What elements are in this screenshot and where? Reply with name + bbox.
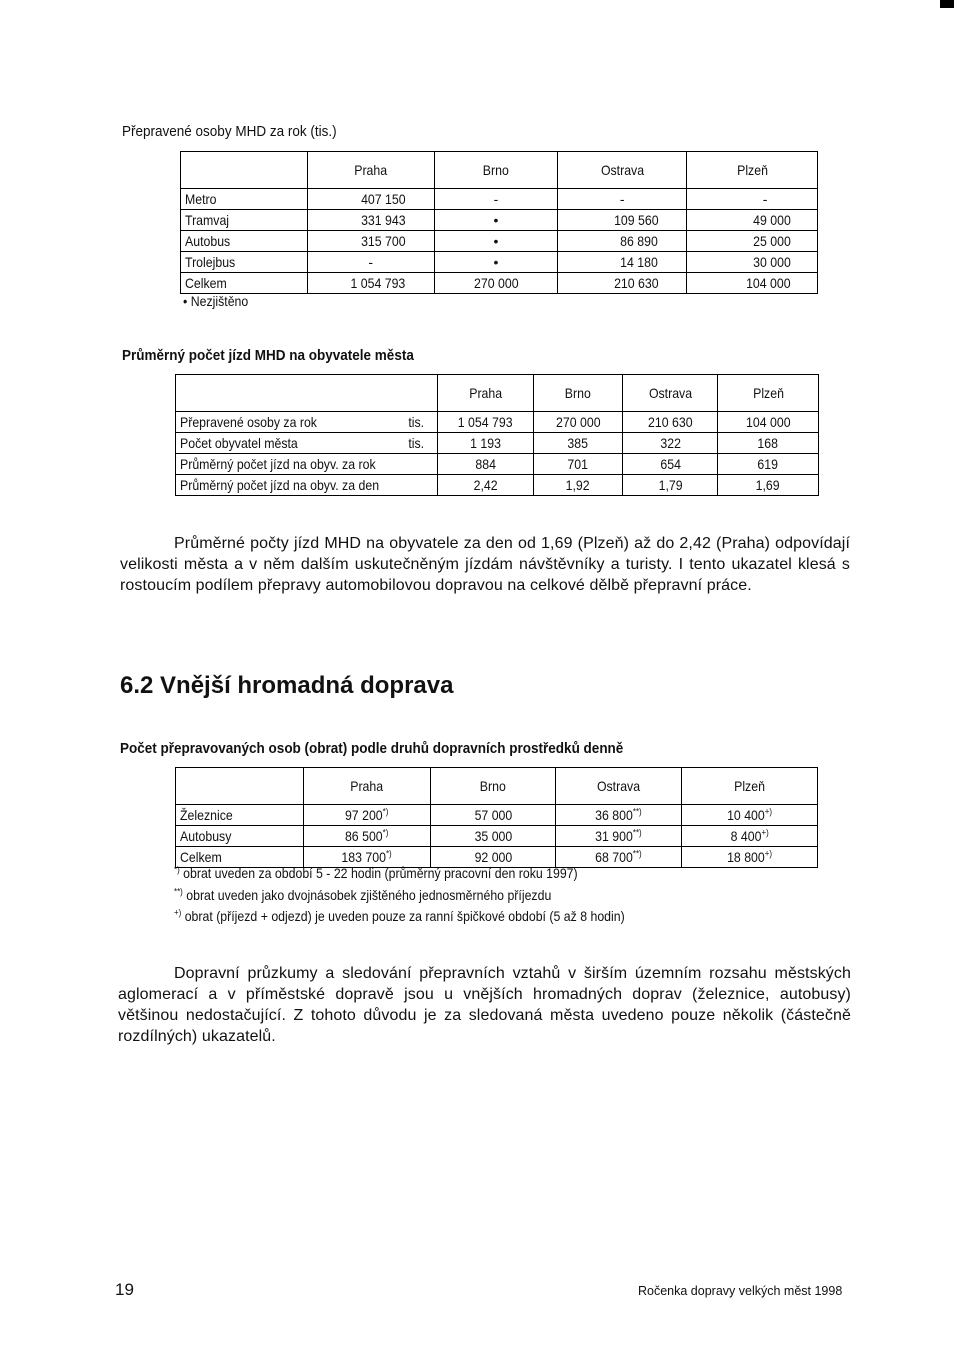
row-label: Průměrný počet jízd na obyv. za rok (180, 456, 376, 472)
table1-title: Přepravené osoby MHD za rok (tis.) (122, 123, 337, 140)
table3-header-cell: Ostrava (556, 768, 682, 805)
table-cell: 884 (474, 456, 496, 472)
table-row (176, 412, 819, 433)
table-cell: 701 (567, 456, 589, 472)
table-cell: 1 054 793 (350, 275, 406, 291)
table2-title: Průměrný počet jízd MHD na obyvatele města (122, 347, 414, 364)
table1 (180, 151, 818, 294)
paragraph-ridership: Průměrné počty jízd MHD na obyvatele za den od 1,69 (Plzeň) až do 2,42 (Praha) odpovídají velikosti města a v něm dalším uskutečněným jízdám návštěvníky a turisty. I tento ukazatel klesá s rostoucím podílem přepravy automobilovou dopravou na celkové dělbě přepravní práce. (120, 535, 850, 594)
table-cell: 619 (757, 456, 779, 472)
table-cell: 270 000 (555, 414, 601, 430)
paragraph-surveys: Dopravní průzkumy a sledování přepravních vztahů v širším územním rozsahu městských aglomerací a v příměstské dopravě jsou u vnějších hromadných doprav (železnice, autobusy) většinou nedostačující. Z tohoto důvodu je za sledovaná města uvedeno pouze několik (částečně rozdílných) ukazatelů. (118, 965, 851, 1045)
table2-header-cell: Brno (533, 375, 623, 412)
table-cell: 109 560 (613, 212, 659, 228)
table1-header-cell: Brno (434, 152, 558, 189)
table2-header-row (176, 375, 819, 412)
table-cell: - (368, 254, 374, 270)
table-cell: 331 943 (361, 212, 406, 228)
table3-header-row (176, 768, 818, 805)
row-label: Celkem (180, 849, 222, 865)
table-cell: 1 193 (469, 435, 501, 451)
table-cell: 168 (757, 435, 779, 451)
table-cell: 49 000 (753, 212, 791, 228)
note-mark: +) (174, 907, 182, 918)
table-cell: 10 400+) (727, 806, 773, 823)
table-cell: 210 630 (648, 414, 693, 430)
table-cell: 35 000 (474, 828, 512, 844)
table-cell: 183 700*) (341, 848, 392, 865)
row-label: Počet obyvatel města (180, 435, 298, 451)
table3 (175, 767, 818, 868)
table2 (175, 374, 819, 496)
row-label: Autobusy (180, 828, 232, 844)
table-cell: 25 000 (753, 233, 791, 249)
note-text: obrat uveden jako dvojnásobek zjištěného jednosměrného příjezdu (186, 887, 552, 903)
table-row (181, 189, 818, 210)
table3-note (174, 908, 625, 924)
table2-header-cell: Ostrava (623, 375, 718, 412)
table1-header-cell: Praha (307, 152, 434, 189)
table1-header-empty (181, 152, 308, 189)
page-number: 19 (115, 1280, 134, 1299)
table1-header-cell: Ostrava (558, 152, 687, 189)
table-cell: • (493, 212, 499, 228)
table-cell: 2,42 (473, 477, 498, 493)
table-row (181, 273, 818, 294)
table-cell: 86 890 (620, 233, 659, 249)
table-cell: 57 000 (474, 807, 512, 823)
table-cell: 92 000 (474, 849, 512, 865)
table2-header-cell: Praha (437, 375, 533, 412)
row-label: Metro (185, 191, 217, 207)
table-row (181, 231, 818, 252)
note-mark: *) (174, 864, 180, 875)
table-row (181, 210, 818, 231)
row-label: Průměrný počet jízd na obyv. za den (180, 477, 380, 493)
table-cell: 104 000 (746, 275, 791, 291)
corner-mark (940, 0, 954, 8)
table2-header-empty (176, 375, 438, 412)
table-cell: 270 000 (473, 275, 519, 291)
table1-header-cell: Plzeň (687, 152, 818, 189)
row-label: Železnice (180, 807, 233, 823)
table3-note (174, 887, 551, 903)
table-cell: 97 200*) (345, 806, 389, 823)
note-text: obrat (příjezd + odjezd) je uveden pouze za ranní špičkové období (5 až 8 hodin) (184, 908, 625, 924)
table-cell: 654 (660, 456, 681, 472)
table3-header-cell: Brno (430, 768, 556, 805)
row-unit: tis. (408, 435, 425, 451)
table-cell: 14 180 (620, 254, 659, 270)
table2-header-cell: Plzeň (718, 375, 819, 412)
publication-name: Ročenka dopravy velkých měst 1998 (638, 1284, 843, 1298)
table-cell: • (493, 233, 499, 249)
table-cell: 210 630 (613, 275, 659, 291)
table-cell: 18 800+) (727, 848, 773, 865)
table-cell: 1 054 793 (457, 414, 513, 430)
table-cell: 407 150 (361, 191, 406, 207)
table-row (176, 454, 819, 475)
table-cell: 104 000 (745, 414, 791, 430)
note-text: obrat uveden za období 5 - 22 hodin (průměrný pracovní den roku 1997) (183, 865, 578, 881)
table-cell: 68 700**) (595, 848, 643, 865)
table-cell: 385 (567, 435, 589, 451)
table-cell: 1,92 (566, 477, 591, 493)
section-title: 6.2 Vnější hromadná doprava (120, 672, 454, 699)
table-cell: 315 700 (361, 233, 406, 249)
table-cell: • (493, 254, 499, 270)
row-label: Trolejbus (185, 254, 236, 270)
table1-footnote: • Nezjištěno (183, 293, 249, 309)
table3-header-cell: Plzeň (682, 768, 818, 805)
table-row (176, 805, 818, 826)
table3-note (174, 865, 578, 881)
row-label: Autobus (185, 233, 231, 249)
table-cell: 322 (660, 435, 681, 451)
note-mark: **) (174, 886, 183, 897)
table-cell: 31 900**) (595, 827, 643, 844)
table3-header-cell: Praha (303, 768, 430, 805)
table-cell: 30 000 (753, 254, 791, 270)
table-cell: - (762, 191, 768, 207)
table-row (181, 252, 818, 273)
table3-header-empty (176, 768, 304, 805)
table-cell: - (493, 191, 499, 207)
table-row (176, 433, 819, 454)
row-unit: tis. (408, 414, 425, 430)
table-row (176, 475, 819, 496)
table-cell: 1,69 (756, 477, 781, 493)
table-cell: 8 400+) (730, 827, 769, 844)
table-row (176, 826, 818, 847)
table-cell: - (619, 191, 625, 207)
table1-header-row (181, 152, 818, 189)
row-label: Tramvaj (185, 212, 230, 228)
table-cell: 1,79 (658, 477, 683, 493)
table-cell: 86 500*) (345, 827, 389, 844)
table3-title: Počet přepravovaných osob (obrat) podle druhů dopravních prostředků denně (120, 740, 624, 757)
row-label: Celkem (185, 275, 227, 291)
table-cell: 36 800**) (595, 806, 643, 823)
row-label: Přepravené osoby za rok (180, 414, 317, 430)
